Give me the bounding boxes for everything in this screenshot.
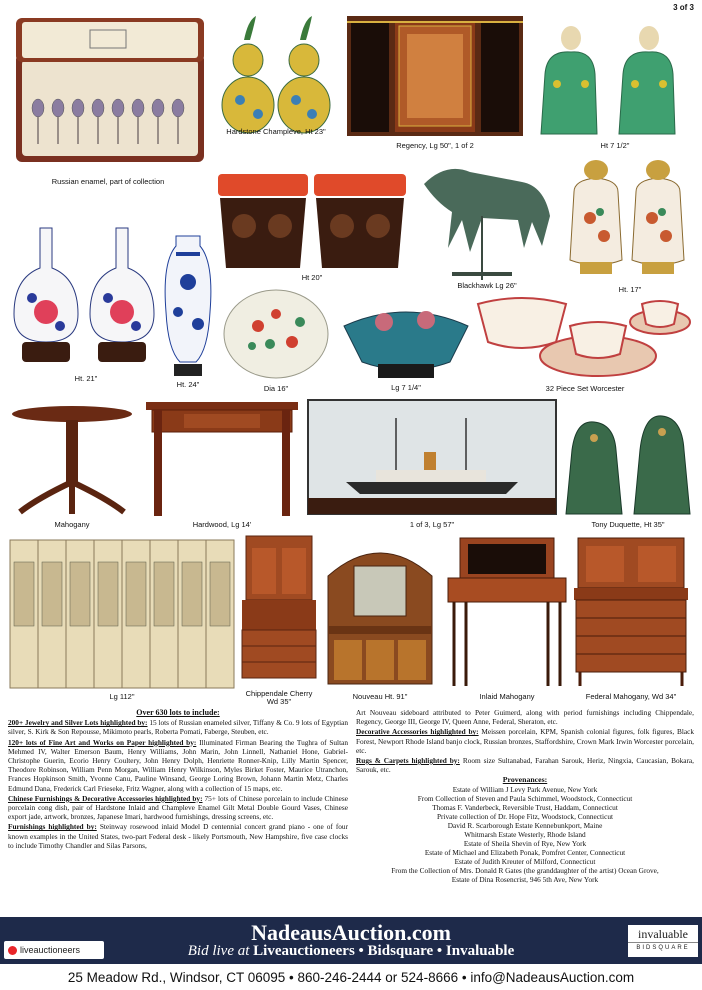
caption-hardstone-champleve: Hardstone Champleve, Ht 23" <box>226 127 326 136</box>
decorated-bowl-photo <box>340 292 472 382</box>
liveauctioneers-logo <box>4 941 104 959</box>
bid-live-line <box>0 943 702 960</box>
lots-heading: Over 630 lots to include: <box>136 708 220 717</box>
nouveau-sideboard-photo <box>322 536 438 688</box>
folding-screen-photo <box>8 538 236 690</box>
rugs-lead: Rugs & Carpets highlighted by: <box>356 756 460 766</box>
art-lead: 120+ lots of Fine Art and Works on Paper highlighted by: <box>8 737 197 747</box>
caption-chippendale-text: Chippendale Cherry Wd 35" <box>245 689 313 706</box>
provenance-item: Estate of Dina Rosencrist, 946 5th Ave, New York <box>451 875 599 885</box>
invaluable-bidsquare-logo <box>628 925 698 957</box>
provenances <box>356 775 694 884</box>
site-name[interactable]: NadeausAuction.com <box>251 920 451 945</box>
chinese-lead: Chinese Furnishings & Decorative Accessories highlighted by: <box>8 793 203 803</box>
liveauctioneers-logo-text: liveauctioneers <box>20 945 81 955</box>
inlaid-mahogany-desk-photo <box>446 536 568 688</box>
caption-urns: Ht. 17" <box>618 285 642 294</box>
worcester-set-photo <box>474 292 696 382</box>
bid-prefix: Bid live at <box>187 943 250 959</box>
provenances-heading: Provenances: <box>502 775 548 785</box>
provenance-item: From the Collection of Mrs. Donald R Gates (the granddaughter of the artist) Ocean Grove, <box>391 866 659 876</box>
caption-russian-enamel: Russian enamel, part of collection <box>51 177 165 186</box>
liveauctioneers-dot-icon <box>8 946 17 955</box>
covered-urns-photo <box>566 152 694 282</box>
caption-chippendale <box>232 690 326 706</box>
horse-weathervane-photo <box>412 156 562 282</box>
caption-stools: Ht 20" <box>301 273 323 282</box>
decor-paragraph <box>356 727 694 755</box>
caption-regency: Regency, Lg 50", 1 of 2 <box>396 141 474 150</box>
bidsquare-logo-text: BIDSQUARE <box>636 945 690 951</box>
famille-dish-photo <box>222 286 330 382</box>
decor-lead: Decorative Accessories highlighted by: <box>356 727 479 737</box>
rugs-body: Room size Sultanabad, Farahan Sarouk, Heriz, Ningxia, Caucasian, Bokara, Sarouk, etc. <box>356 756 694 775</box>
chinese-paragraph <box>8 794 348 822</box>
tony-duquette-figures-photo <box>560 400 696 518</box>
carved-stools-photo <box>214 170 410 272</box>
caption-worcester: 32 Piece Set Worcester <box>545 384 625 393</box>
caption-screen: Lg 112" <box>109 692 135 701</box>
decor-body: Meissen porcelain, KPM, Spanish colonial figures, folk figures, Black Forest, Newport Rhode Island banjo clock, Russian bronzes, Staffordshire, Crown Mark Irwin Worcester porcelain, etc. <box>356 727 694 755</box>
provenance-item: Estate of Sheila Shevin of Rye, New York <box>463 839 587 849</box>
art-body: Illuminated Firman Bearing the Tughra of Sultan Mehmed IV, Walter Emerson Baum, Henry Williams, John Marin, John Linnell, Nathaniel Hone, Gabriel-Christophe Guerin, Ecorio Henry Coultery, John Henry Dolph, Henriette Ronner-Knip, Lilly Martin Spencer, Theodore Robinson, William Penn Morgan, William Henry Wilkinson, Myles Birket Foster, Maurice Utranchon, Frances Hopkinson Smith, Yvonne Canu, Pauline Winsand, George Loring Brown, Johann Martin Metz, Charles Edmund Dana, Frederick Carl Frieseke, Fritz Wagner, along with a collection of 15 maps, etc. <box>8 737 348 793</box>
caption-nouveau: Nouveau Ht. 91" <box>352 692 408 701</box>
caption-foo-dogs: Ht 7 1/2" <box>600 141 630 150</box>
champleve-vases-photo <box>214 10 338 138</box>
caption-dish: Dia 16" <box>263 384 289 393</box>
bid-platforms: Liveauctioneers • Bidsquare • Invaluable <box>253 943 515 959</box>
hardwood-table-photo <box>144 400 300 518</box>
auction-banner <box>0 917 702 964</box>
ship-model-case-photo <box>306 398 558 516</box>
caption-blackhawk: Blackhawk Lg 26" <box>457 281 517 290</box>
provenance-item: Estate of Michael and Elizabeth Ponak, Pomfret Center, Connecticut <box>424 848 626 858</box>
provenance-item: Thomas F. Vanderbeck, Reversible Trust, Haddam, Connecticut <box>432 802 618 812</box>
furnishings-body: Steinway rosewood inlaid Model D centennial concert grand piano - one of four known examples in the United States, two-part Federal desk - likely Portsmouth, New Hampshire, five case clocks to include Timothy Chandler and Silas Parsons, <box>8 822 348 850</box>
lot-highlights-right <box>356 708 694 918</box>
lot-highlights-left <box>8 708 348 918</box>
caption-tony-duquette: Tony Duquette, Ht 35" <box>591 520 665 529</box>
caption-ship-model: 1 of 3, Lg 57" <box>409 520 455 529</box>
jewelry-paragraph <box>8 718 348 736</box>
caption-mahogany: Mahogany <box>54 520 90 529</box>
jewelry-lead: 200+ Jewelry and Silver Lots highlighted by: <box>8 718 148 728</box>
provenance-item: Estate of William J Levy Park Avenue, New York <box>452 784 598 794</box>
nouveau-paragraph: Art Nouveau sideboard attributed to Peter Guimerd, along with period furnishings including Chippendale, Regency, George III, George IV, Queen Anne, Federal, Sheraton, etc. <box>356 708 694 727</box>
russian-enamel-spoons-photo <box>8 14 208 174</box>
caption-bottle-vases: Ht. 21" <box>74 374 98 383</box>
federal-mahogany-desk-photo <box>572 536 690 688</box>
provenance-item: Private collection of Dr. Hope Fitz, Woodstock, Connecticut <box>437 811 613 821</box>
invaluable-logo-text: invaluable <box>628 925 698 943</box>
caption-federal-mahogany: Federal Mahogany, Wd 34" <box>585 692 677 701</box>
jewelry-body: 15 lots of Russian enameled silver, Tiffany & Co. 9 lots of Egyptian silver, S. Kirk & Son Repousse, Mikimoto pearls, Roberta Pomati, Faberge, Steuben, etc. <box>8 718 349 737</box>
chinese-body: 75+ lots of Chinese porcelain to include Chinese porcelain cong dish, pair of Hardstone Inlaid and Champleve Enamel Gilt Metal Double Gourd Vases, Chinese export jade, artwork, bronzes, Japanese Imari, hardwood furnishings, dressing screens, etc. <box>8 793 348 822</box>
caption-blue-vase: Ht. 24" <box>176 380 200 389</box>
provenance-item: Estate of Judith Kreuter of Milford, Connecticut <box>454 857 596 867</box>
chippendale-secretary-photo <box>240 534 318 686</box>
contact-footer: 25 Meadow Rd., Windsor, CT 06095 • 860-246-2444 or 524-8666 • info@NadeausAuction.com <box>67 970 635 985</box>
caption-hardwood: Hardwood, Lg 14' <box>192 520 252 529</box>
rugs-paragraph <box>356 756 694 774</box>
provenance-item: From Collection of Steven and Paula Schimmel, Woodstock, Connecticut <box>417 793 633 803</box>
regency-cabinet-photo <box>345 14 525 138</box>
art-paragraph <box>8 738 348 793</box>
provenance-item: David R. Scarborough Estate Kennebunkport, Maine <box>447 820 603 830</box>
foo-dog-pair-photo <box>535 14 695 138</box>
furnishings-lead: Furnishings highlighted by: <box>8 822 97 832</box>
bottle-vases-photo <box>12 218 160 370</box>
caption-bowl: Lg 7 1/4" <box>391 383 421 392</box>
provenance-item: Whitmarsh Estate Westerly, Rhode Island <box>464 829 586 839</box>
caption-inlaid-mahogany: Inlaid Mahogany <box>479 692 535 701</box>
furnishings-paragraph <box>8 822 348 850</box>
blue-white-vase-photo <box>160 232 216 380</box>
mahogany-tilt-table-photo <box>8 402 136 518</box>
page-number: 3 of 3 <box>673 3 694 12</box>
